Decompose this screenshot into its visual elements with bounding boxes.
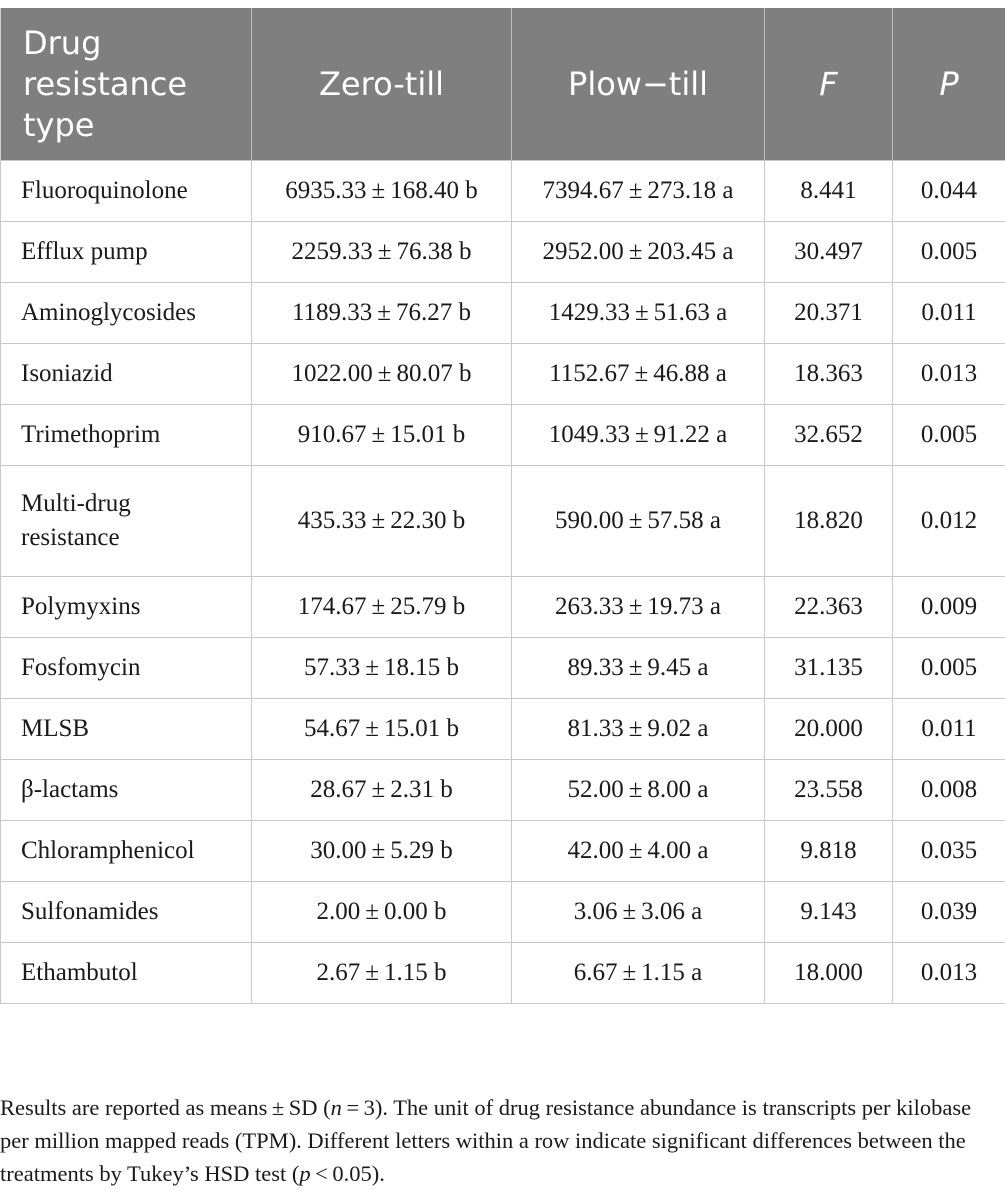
row-plow-till: 81.33 ± 9.02 a [512, 699, 765, 760]
header-drug-resistance-type: Drug resistance type [1, 8, 252, 161]
row-type: Polymyxins [1, 577, 252, 638]
row-p: 0.011 [893, 699, 1005, 760]
row-zero-till: 910.67 ± 15.01 b [252, 405, 512, 466]
drug-resistance-table [0, 8, 1005, 1004]
footnote-part3: < 0.05). [310, 1160, 385, 1186]
table-row [1, 943, 1005, 1004]
row-zero-till: 1022.00 ± 80.07 b [252, 344, 512, 405]
footnote-n-symbol: n [330, 1094, 342, 1120]
row-zero-till: 2.67 ± 1.15 b [252, 943, 512, 1004]
row-plow-till: 2952.00 ± 203.45 a [512, 222, 765, 283]
row-zero-till: 57.33 ± 18.15 b [252, 638, 512, 699]
row-zero-till: 174.67 ± 25.79 b [252, 577, 512, 638]
footnote-part2: = 3). The unit of drug resistance abundance is transcripts per kilobase per million mapped reads (TPM). Different letters within a row indicate significant differences between the treatments by Tukey’s HSD test ( [0, 1094, 972, 1186]
row-plow-till: 42.00 ± 4.00 a [512, 821, 765, 882]
row-type: Chloramphenicol [1, 821, 252, 882]
row-p: 0.011 [893, 283, 1005, 344]
row-plow-till: 1049.33 ± 91.22 a [512, 405, 765, 466]
table-row [1, 638, 1005, 699]
header-row [1, 8, 1005, 161]
row-p: 0.013 [893, 344, 1005, 405]
row-f: 18.820 [765, 466, 893, 577]
row-f: 32.652 [765, 405, 893, 466]
row-p: 0.039 [893, 882, 1005, 943]
row-p: 0.012 [893, 466, 1005, 577]
row-type: β-lactams [1, 760, 252, 821]
table-footnote [0, 1091, 1000, 1190]
row-zero-till: 1189.33 ± 76.27 b [252, 283, 512, 344]
row-type: Trimethoprim [1, 405, 252, 466]
row-plow-till: 1429.33 ± 51.63 a [512, 283, 765, 344]
row-type: Ethambutol [1, 943, 252, 1004]
row-f: 18.363 [765, 344, 893, 405]
row-type: Fosfomycin [1, 638, 252, 699]
row-plow-till: 7394.67 ± 273.18 a [512, 161, 765, 222]
row-type: Fluoroquinolone [1, 161, 252, 222]
row-p: 0.035 [893, 821, 1005, 882]
row-p: 0.008 [893, 760, 1005, 821]
table-row [1, 821, 1005, 882]
table-row [1, 577, 1005, 638]
row-zero-till: 2259.33 ± 76.38 b [252, 222, 512, 283]
row-p: 0.005 [893, 638, 1005, 699]
row-zero-till: 28.67 ± 2.31 b [252, 760, 512, 821]
row-plow-till: 590.00 ± 57.58 a [512, 466, 765, 577]
table-row [1, 405, 1005, 466]
row-f: 18.000 [765, 943, 893, 1004]
header-zero-till: Zero-till [252, 8, 512, 161]
row-zero-till: 30.00 ± 5.29 b [252, 821, 512, 882]
row-f: 31.135 [765, 638, 893, 699]
row-f: 20.000 [765, 699, 893, 760]
table-row [1, 222, 1005, 283]
header-f: F [765, 8, 893, 161]
row-f: 23.558 [765, 760, 893, 821]
table-row [1, 699, 1005, 760]
row-f: 9.143 [765, 882, 893, 943]
header-p: P [893, 8, 1005, 161]
row-zero-till: 6935.33 ± 168.40 b [252, 161, 512, 222]
row-plow-till: 6.67 ± 1.15 a [512, 943, 765, 1004]
table-row [1, 760, 1005, 821]
row-f: 8.441 [765, 161, 893, 222]
footnote-part1: Results are reported as means ± SD ( [0, 1094, 331, 1120]
row-f: 30.497 [765, 222, 893, 283]
row-f: 22.363 [765, 577, 893, 638]
row-p: 0.005 [893, 222, 1005, 283]
table-row [1, 344, 1005, 405]
row-plow-till: 52.00 ± 8.00 a [512, 760, 765, 821]
row-p: 0.005 [893, 405, 1005, 466]
row-p: 0.009 [893, 577, 1005, 638]
row-type: Multi-drug resistance [1, 466, 252, 577]
table-row [1, 466, 1005, 577]
row-plow-till: 1152.67 ± 46.88 a [512, 344, 765, 405]
footnote-p-symbol: p [299, 1160, 311, 1186]
row-f: 9.818 [765, 821, 893, 882]
row-type: MLSB [1, 699, 252, 760]
row-type: Efflux pump [1, 222, 252, 283]
row-p: 0.013 [893, 943, 1005, 1004]
header-plow-till: Plow−till [512, 8, 765, 161]
row-type: Isoniazid [1, 344, 252, 405]
row-zero-till: 54.67 ± 15.01 b [252, 699, 512, 760]
row-type: Aminoglycosides [1, 283, 252, 344]
table-row [1, 882, 1005, 943]
row-p: 0.044 [893, 161, 1005, 222]
results-table-container [0, 8, 1005, 1004]
row-type: Sulfonamides [1, 882, 252, 943]
row-zero-till: 435.33 ± 22.30 b [252, 466, 512, 577]
table-row [1, 283, 1005, 344]
row-zero-till: 2.00 ± 0.00 b [252, 882, 512, 943]
row-plow-till: 89.33 ± 9.45 a [512, 638, 765, 699]
table-row [1, 161, 1005, 222]
row-plow-till: 3.06 ± 3.06 a [512, 882, 765, 943]
row-f: 20.371 [765, 283, 893, 344]
row-plow-till: 263.33 ± 19.73 a [512, 577, 765, 638]
